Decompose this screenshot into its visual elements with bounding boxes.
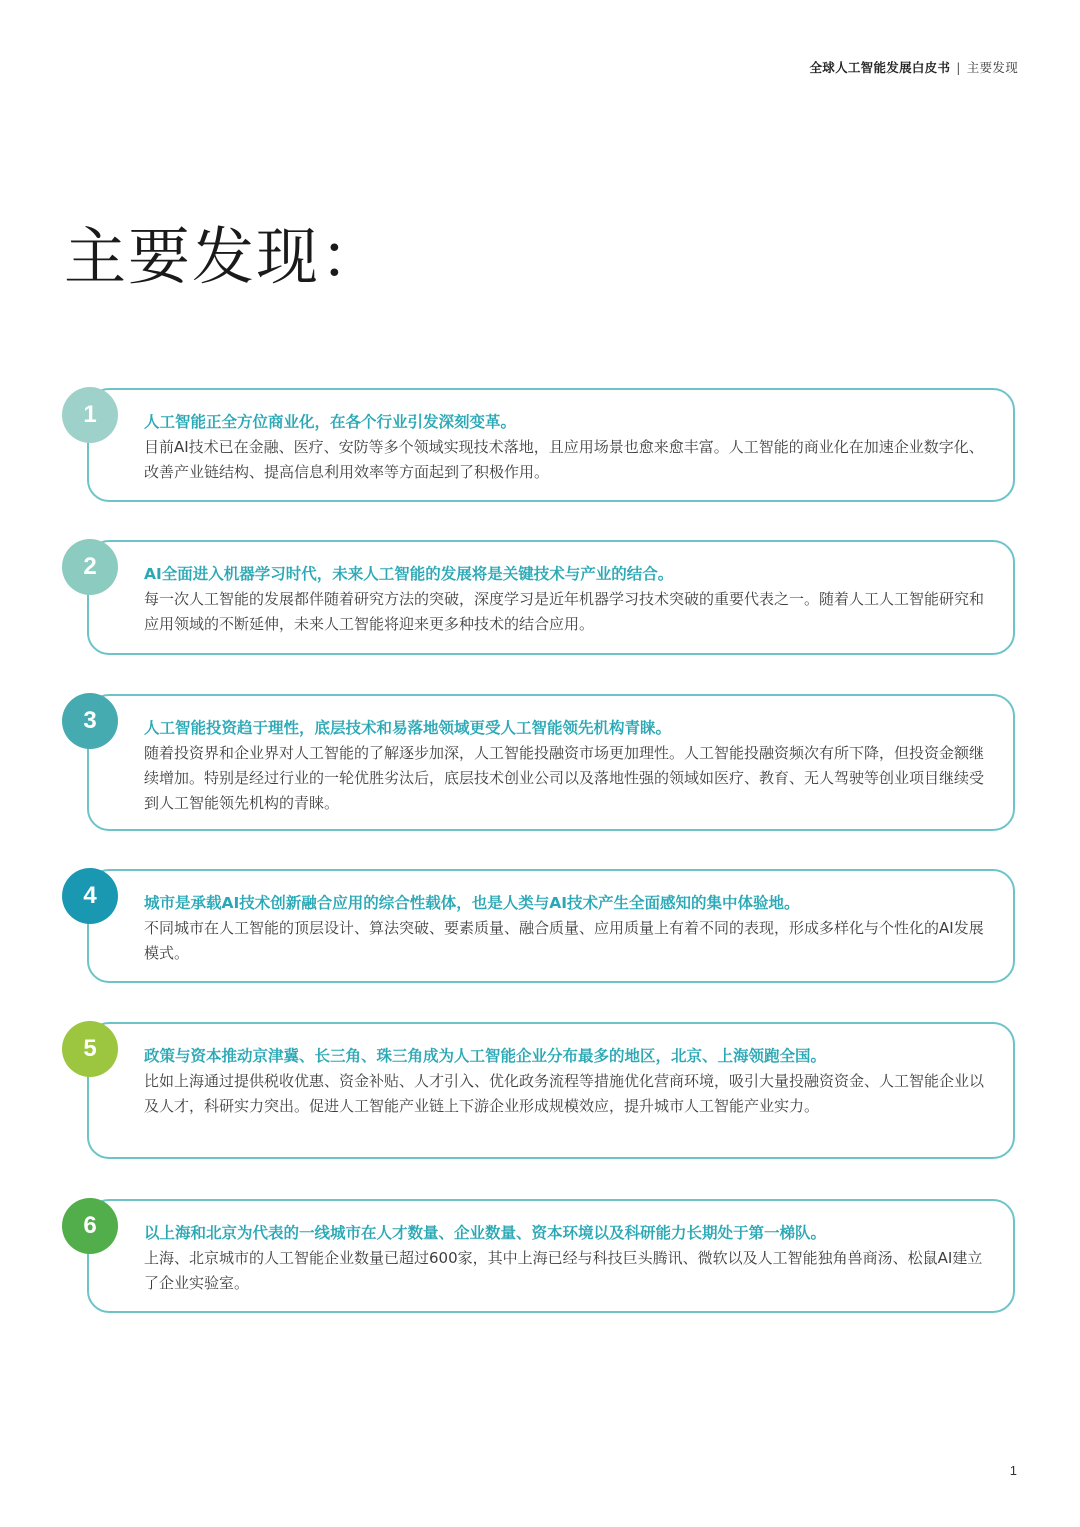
finding-heading: 政策与资本推动京津冀、长三角、珠三角成为人工智能企业分布最多的地区，北京、上海领跑全国。 bbox=[144, 1047, 827, 1065]
finding-card-4 bbox=[83, 869, 1015, 983]
finding-heading: 人工智能投资趋于理性，底层技术和易落地领域更受人工智能领先机构青睐。 bbox=[144, 719, 672, 737]
finding-number-badge: 6 bbox=[62, 1198, 118, 1254]
finding-heading: 城市是承载AI技术创新融合应用的综合性载体，也是人类与AI技术产生全面感知的集中体验地。 bbox=[144, 894, 800, 912]
page-number: 1 bbox=[1009, 1463, 1017, 1478]
finding-body: 不同城市在人工智能的顶层设计、算法突破、要素质量、融合质量、应用质量上有着不同的表现，形成多样化与个性化的AI发展模式。 bbox=[144, 919, 984, 962]
page-title: 主要发现： bbox=[64, 220, 385, 293]
finding-number-badge: 1 bbox=[62, 387, 118, 443]
section-name: 主要发现 bbox=[966, 60, 1018, 75]
finding-body: 随着投资界和企业界对人工智能的了解逐步加深，人工智能投融资市场更加理性。人工智能投融资频次有所下降，但投资金额继续增加。特别是经过行业的一轮优胜劣汰后，底层技术创业公司以及落地性强的领域如医疗、教育、无人驾驶等创业项目继续受到人工智能领先机构的青睐。 bbox=[144, 744, 985, 812]
finding-card-1 bbox=[83, 388, 1015, 502]
finding-heading: AI全面进入机器学习时代，未来人工智能的发展将是关键技术与产业的结合。 bbox=[144, 565, 674, 583]
finding-body: 上海、北京城市的人工智能企业数量已超过600家，其中上海已经与科技巨头腾讯、微软以及人工智能独角兽商汤、松鼠AI建立了企业实验室。 bbox=[144, 1249, 983, 1292]
finding-number-badge: 3 bbox=[62, 693, 118, 749]
finding-card-5 bbox=[83, 1022, 1015, 1159]
finding-card-2 bbox=[83, 540, 1015, 655]
finding-card-3 bbox=[83, 694, 1015, 831]
finding-heading: 人工智能正全方位商业化，在各个行业引发深刻变革。 bbox=[144, 413, 517, 431]
header-separator: | bbox=[956, 60, 961, 75]
finding-body: 每一次人工智能的发展都伴随着研究方法的突破，深度学习是近年机器学习技术突破的重要代表之一。随着人工人工智能研究和应用领域的不断延伸，未来人工智能将迎来更多种技术的结合应用。 bbox=[144, 590, 985, 633]
document-title: 全球人工智能发展白皮书 bbox=[809, 60, 951, 75]
finding-body: 比如上海通过提供税收优惠、资金补贴、人才引入、优化政务流程等措施优化营商环境，吸引大量投融资资金、人工智能企业以及人才，科研实力突出。促进人工智能产业链上下游企业形成规模效应，提升城市人工智能产业实力。 bbox=[144, 1072, 985, 1115]
finding-card-6 bbox=[83, 1199, 1015, 1313]
finding-body: 目前AI技术已在金融、医疗、安防等多个领域实现技术落地，且应用场景也愈来愈丰富。人工智能的商业化在加速企业数字化、改善产业链结构、提高信息利用效率等方面起到了积极作用。 bbox=[144, 438, 984, 481]
running-header bbox=[809, 58, 1018, 76]
finding-number-badge: 5 bbox=[62, 1021, 118, 1077]
finding-number-badge: 2 bbox=[62, 539, 118, 595]
finding-heading: 以上海和北京为代表的一线城市在人才数量、企业数量、资本环境以及科研能力长期处于第一梯队。 bbox=[144, 1224, 827, 1242]
finding-number-badge: 4 bbox=[62, 868, 118, 924]
